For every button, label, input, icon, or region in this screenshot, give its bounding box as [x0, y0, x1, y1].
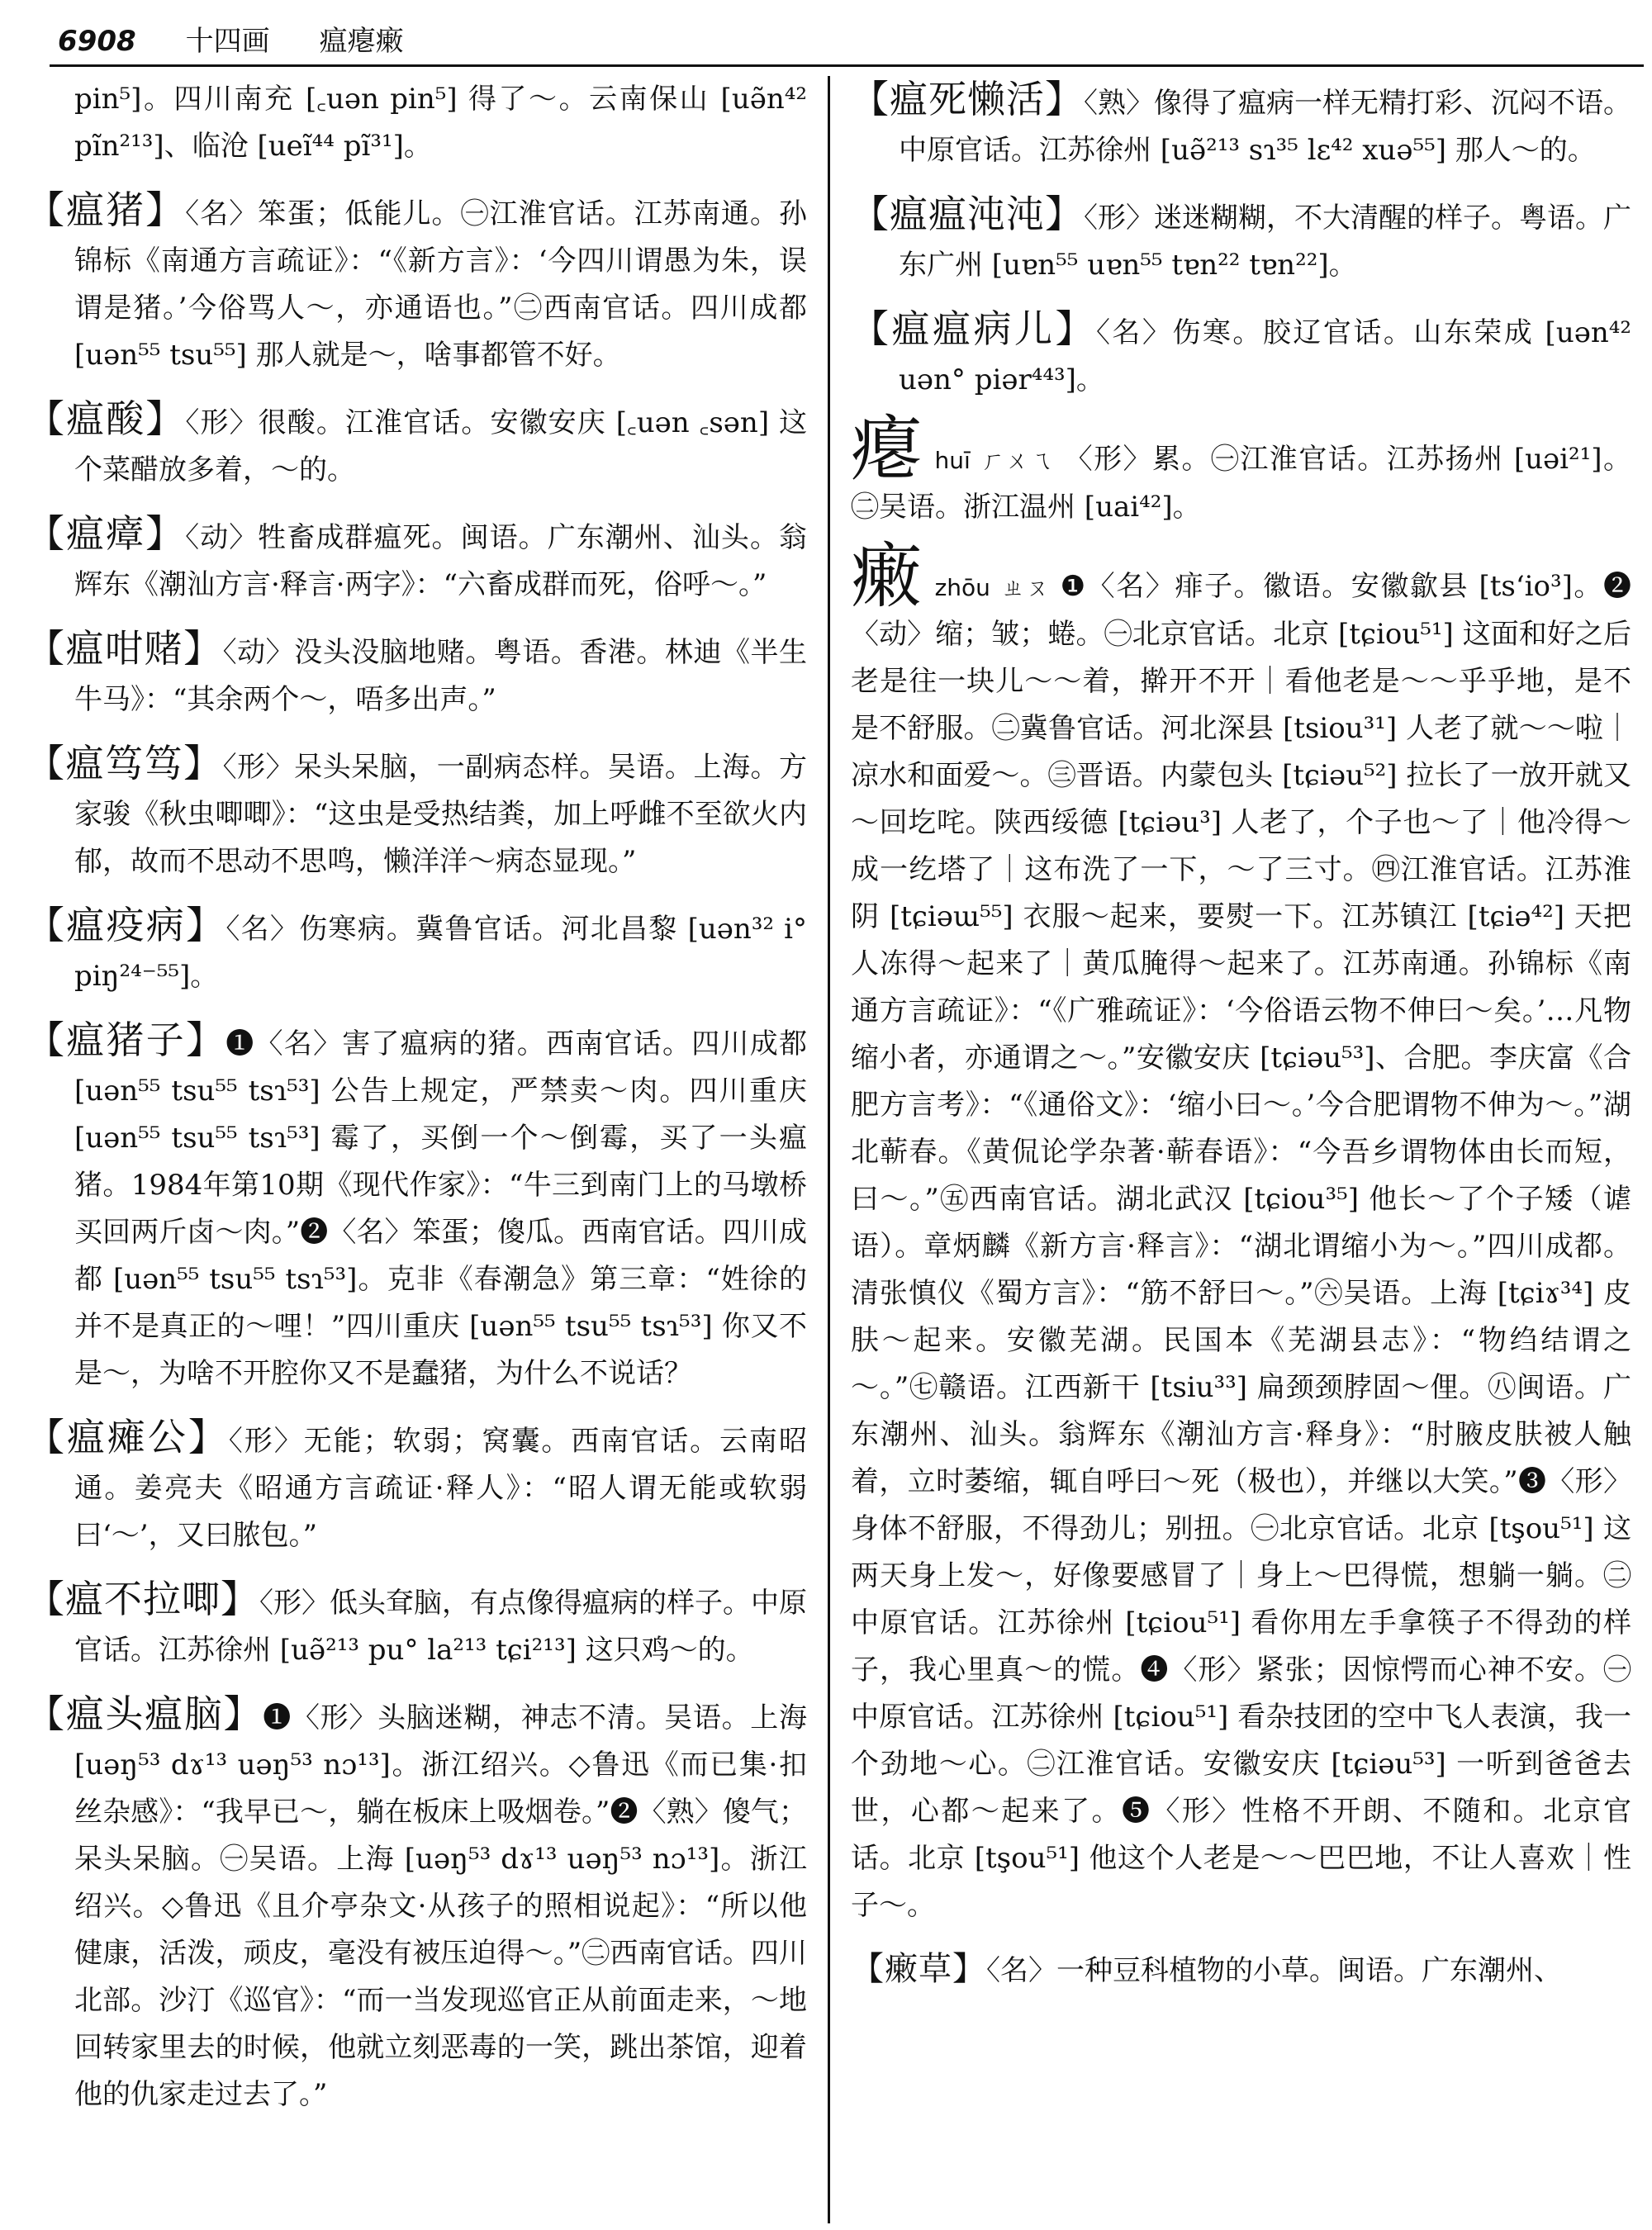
- page-header: [58, 18, 1627, 63]
- dictionary-entry: [851, 191, 1631, 289]
- entry-definition: 〈动〉牲畜成群瘟死。闽语。广东潮州、汕头。翁辉东《潮汕方言·释言·两字》：“六畜成群而死，俗呼～。”: [74, 521, 807, 601]
- dictionary-entry: [851, 1946, 1631, 1995]
- dictionary-entry: [26, 187, 807, 379]
- entry-definition: 〈动〉没头没脑地赌。粤语。香港。林迪《半生牛马》：“其余两个～，唔多出声。”: [74, 636, 807, 716]
- dictionary-entry: [26, 510, 807, 609]
- entry-headword: 【瘟疫病】: [26, 903, 226, 947]
- entry-headword: 【瘟瘫公】: [26, 1415, 229, 1459]
- entry-definition: ❶〈名〉痱子。徽语。安徽歙县 [tsʻio³]。❷〈动〉缩；皱；蜷。㊀北京官话。北京 [tɕiou⁵¹] 这面和好之后老是往一块儿～～着，擀开不开｜看他老是～～乎乎地，是不是不舒服。㊁冀鲁官话。河北深县 [tsiou³¹] 人老了就～～啦｜凉水和面爱～。㊂晋语。内蒙包头 [tɕiəu⁵²] 拉长了一放开就又～回圪咤。陕西绥德 [tɕiəu³] 人老了，个子也～了｜他冷得～成一纥塔了｜这布洗了一下，～了三寸。㊃江淮官话。江苏淮阴 [tɕiəɯ⁵⁵] 衣服～起来，要熨一下。江苏镇江 [tɕiə⁴²] 天把人冻得～起来了｜黄瓜腌得～起来了。江苏南通。孙锦标《南通方言疏证》：“《广雅疏证》：‘今俗语云物不伸曰～矣。’…凡物缩小者，亦通谓之～。”安徽安庆 [tɕiəu⁵³]、合肥。李庆富《合肥方言考》：“《通俗文》：‘缩小曰～。’今合肥谓物不伸为～。”湖北蕲春。《黄侃论学杂著·蕲春语》：“今吾乡谓物体由长而短，曰～。”㊄西南官话。湖北武汉 [tɕiou³⁵] 他长～了个子矮（谑语）。章炳麟《新方言·释言》：“湖北谓缩小为～。”四川成都。清张慎仪《蜀方言》：“筋不舒曰～。”㊅吴语。上海 [tɕiɤ³⁴] 皮肤～起来。安徽芜湖。民国本《芜湖县志》：“物绉结谓之～。”㊆赣语。江西新干 [tsiu³³] 扁颈颈脖固～俚。㊇闽语。广东潮州、汕头。翁辉东《潮汕方言·释身》：“肘腋皮肤被人触着，立时萎缩，辄自呼曰～死（极也），并继以大笑。”❸〈形〉身体不舒服，不得劲儿；别扭。㊀北京官话。北京 [tşou⁵¹] 这两天身上发～，好像要感冒了｜身上～巴得慌，想躺一躺。㊁中原官话。江苏徐州 [tɕiou⁵¹] 看你用左手拿筷子不得劲的样子，我心里真～的慌。❹〈形〉紧张；因惊愕而心神不安。㊀中原官话。江苏徐州 [tɕiou⁵¹] 看杂技团的空中飞人表演，我一个劲地～心。㊁江淮官话。安徽安庆 [tɕiəu⁵³] 一听到爸爸去世，心都～起来了。❺〈形〉性格不开朗、不随和。北京官话。北京 [tşou⁵¹] 他这个人老是～～巴巴地，不让人喜欢｜性子～。: [851, 570, 1631, 1922]
- entry-headword: 【瘟死懒活】: [851, 77, 1084, 121]
- dictionary-entry: [26, 1414, 807, 1559]
- entry-headword: 【瘟瘴】: [26, 511, 186, 556]
- entry-definition: 〈熟〉像得了瘟病一样无精打彩、沉闷不语。中原官话。江苏徐州 [uə̃²¹³ sɿ³⁵ lɛ⁴² xuə⁵⁵] 那人～的。: [899, 87, 1631, 167]
- entry-definition: 〈名〉伤寒病。冀鲁官话。河北昌黎 [uən³² i° piŋ²⁴⁻⁵⁵]。: [74, 913, 807, 993]
- entry-definition: 〈形〉累。㊀江淮官话。江苏扬州 [uəi²¹]。㊁吴语。浙江温州 [uai⁴²]。: [851, 443, 1631, 524]
- entry-pinyin: huī: [934, 447, 971, 474]
- entry-pinyin: zhōu: [934, 574, 990, 601]
- entry-definition: 〈形〉低头耷脑，有点像得瘟病的样子。中原官话。江苏徐州 [uə̃²¹³ pu° la²¹³ tɕi²¹³] 这只鸡～的。: [74, 1587, 807, 1667]
- dictionary-entry: [851, 76, 1631, 174]
- entry-headword: 【瘟猪】: [26, 187, 186, 232]
- entry-headword: 【瘟咁赌】: [26, 626, 223, 671]
- entry-definition: 〈形〉很酸。江淮官话。安徽安庆 [꜀uən ꜀sən] 这个菜醋放多着，～的。: [74, 406, 807, 486]
- dictionary-entry: [26, 1576, 807, 1674]
- dictionary-entry: [26, 740, 807, 885]
- entry-headword: 【瘷草】: [851, 1950, 986, 1988]
- dictionary-entry: [26, 1017, 807, 1397]
- entry-definition: 〈名〉一种豆科植物的小草。闽语。广东潮州、: [986, 1954, 1562, 1987]
- entry-character: 瘷: [851, 535, 923, 618]
- entry-headword: 【瘟不拉唧】: [26, 1577, 259, 1621]
- entry-definition: 〈形〉呆头呆脑，一副病态样。吴语。上海。方家骏《秋虫唧唧》：“这虫是受热结粪，加上呼雌不至欲火内郁，故而不思动不思鸣，懒洋洋～病态显现。”: [74, 751, 807, 878]
- right-column: [851, 76, 1631, 2223]
- header-rule: [50, 64, 1644, 67]
- character-entry: [851, 535, 1631, 1929]
- dictionary-entry: [851, 306, 1631, 404]
- entry-zhuyin: ㄏㄨㄟ: [980, 447, 1055, 474]
- entry-headword: 【瘟酸】: [26, 396, 186, 441]
- entry-definition: ❶〈名〉害了瘟病的猪。西南官话。四川成都 [uən⁵⁵ tsu⁵⁵ tsɿ⁵³] 公告上规定，严禁卖～肉。四川重庆 [uən⁵⁵ tsu⁵⁵ tsɿ⁵³] 霉了，买倒一个～倒霉，买了一头瘟猪。1984年第10期《现代作家》：“牛三到南门上的马墩桥买回两斤卤～肉。”❷〈名〉笨蛋；傻瓜。西南官话。四川成都 [uən⁵⁵ tsu⁵⁵ tsɿ⁵³]。克非《春潮急》第三章：“姓徐的并不是真正的～哩！”四川重庆 [uən⁵⁵ tsu⁵⁵ tsɿ⁵³] 你又不是～，为啥不开腔你又不是蠢猪，为什么不说话？: [74, 1027, 807, 1390]
- dictionary-entry: [26, 625, 807, 724]
- section-title: 十四画: [185, 25, 270, 58]
- entry-definition: 〈名〉伤寒。胶辽官话。山东荣成 [uən⁴² uən° piər⁴⁴³]。: [899, 316, 1631, 396]
- entry-character: 瘪: [851, 408, 923, 491]
- entry-headword: 【瘟瘟病儿】: [851, 306, 1096, 351]
- left-column: [26, 76, 807, 2223]
- page-number: 6908: [58, 25, 136, 58]
- entry-zhuyin: ㄓㄡ: [999, 574, 1051, 601]
- entry-definition: 〈形〉无能；软弱；窝囊。西南官话。云南昭通。姜亮夫《昭通方言疏证·释人》：“昭人谓无能或软弱曰‘～’，又曰脓包。”: [74, 1425, 807, 1552]
- continued-entry: pin⁵]。四川南充 [꜀uən pin⁵] 得了～。云南保山 [uə̃n⁴² pĩn²¹³]、临沧 [ueĩ⁴⁴ pĩ³¹]。: [74, 83, 807, 163]
- character-entry: [851, 408, 1631, 531]
- dictionary-entry: [26, 902, 807, 1000]
- dictionary-entry: [26, 1691, 807, 2118]
- entry-headword: 【瘟瘟沌沌】: [851, 192, 1084, 236]
- header-chars: 瘟瘪瘷: [319, 25, 404, 58]
- entry-definition: 〈名〉笨蛋；低能儿。㊀江淮官话。江苏南通。孙锦标《南通方言疏证》：“《新方言》：‘今四川谓愚为朱，误谓是猪。’今俗骂人～，亦通语也。”㊁西南官话。四川成都 [uən⁵⁵ tsu⁵⁵] 那人就是～，啥事都管不好。: [74, 197, 807, 372]
- column-divider: [828, 76, 830, 2223]
- entry-headword: 【瘟头瘟脑】: [26, 1691, 263, 1736]
- entry-definition: ❶〈形〉头脑迷糊，神志不清。吴语。上海 [uəŋ⁵³ dɤ¹³ uəŋ⁵³ nɔ¹³]。浙江绍兴。◇鲁迅《而已集·扣丝杂感》：“我早已～，躺在板床上吸烟卷。”❷〈熟〉傻气；呆头呆脑。㊀吴语。上海 [uəŋ⁵³ dɤ¹³ uəŋ⁵³ nɔ¹³]。浙江绍兴。◇鲁迅《且介亭杂文·从孩子的照相说起》：“所以他健康，活泼，顽皮，毫没有被压迫得～。”㊁西南官话。四川北部。沙汀《巡官》：“而一当发现巡官正从前面走来，～地回转家里去的时候，他就立刻恶毒的一笑，跳出茶馆，迎着他的仇家走过去了。”: [74, 1701, 807, 2111]
- entry-headword: 【瘟笃笃】: [26, 741, 223, 785]
- entry-headword: 【瘟猪子】: [26, 1018, 226, 1062]
- entry-definition: 〈形〉迷迷糊糊，不大清醒的样子。粤语。广东广州 [uɐn⁵⁵ uɐn⁵⁵ tɐn²² tɐn²²]。: [899, 202, 1631, 282]
- dictionary-entry: [26, 396, 807, 494]
